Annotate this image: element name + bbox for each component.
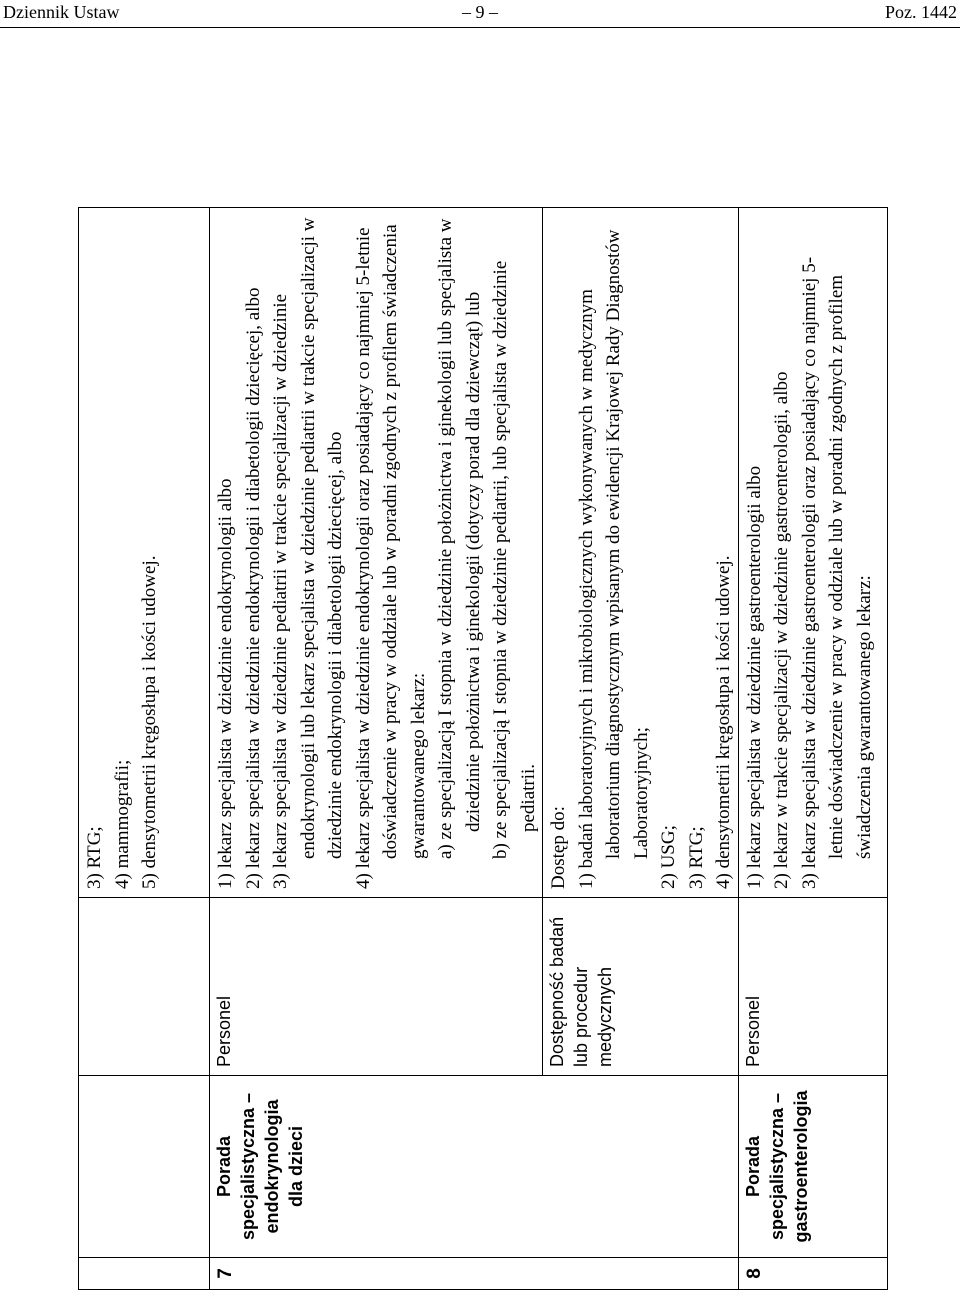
rotated-table-wrapper — [78, 208, 873, 1290]
empty-cell — [79, 1076, 210, 1258]
personnel-requirements — [210, 208, 543, 898]
list-item: 3) lekarz specjalista w dziedzinie pediatrii w trakcie specjalizacji w dziedzinie endokrynologii lub lekarz specjalista w dziedzinie pediatrii w trakcie specjalizacji w dziedzinie endokrynologii i diabetologii dziecięcej, albo — [270, 217, 346, 889]
category-personnel: Personel — [210, 898, 543, 1076]
list-item: 3) RTG; — [84, 826, 105, 889]
empty-cell — [79, 1258, 210, 1290]
table-row-continuation — [79, 208, 210, 1290]
list-item: 3) lekarz specjalista w dziedzinie gastroenterologii oraz posiadający co najmniej 5-letnie doświadczenie w pracy w oddziale lub w poradni zgodnych z profilem świadczenia gwarantowanego lekarz: — [798, 256, 875, 889]
list-item: 1) lekarz specjalista w dziedzinie endokrynologii albo — [215, 478, 236, 889]
list-item: 4) mammografii; — [111, 759, 133, 889]
page-number: – 9 – — [462, 2, 498, 22]
category-personnel: Personel — [738, 898, 887, 1076]
access-requirements — [543, 208, 739, 898]
list-item: 3) RTG; — [685, 826, 707, 889]
page-header — [0, 0, 960, 28]
list-item: 4) densytometrii kręgosłupa i kości udowej. — [713, 555, 734, 889]
continuation-items — [79, 208, 210, 898]
list-item: 2) USG; — [658, 825, 679, 889]
row-number: 8 — [738, 1258, 887, 1290]
position-number: Poz. 1442 — [885, 2, 957, 22]
row-number: 7 — [210, 1258, 739, 1290]
access-intro: Dostęp do: — [548, 806, 569, 889]
sub-list-item: a) ze specjalizacją I stopnia w dziedzinie położnictwa i ginekologii lub specjalista w dziedzinie położnictwa i ginekologii (dotyczy porad dla dziewcząt) lub — [435, 218, 484, 859]
list-item: 1) lekarz specjalista w dziedzinie gastroenterologii albo — [743, 465, 765, 889]
benefits-table — [78, 207, 888, 1290]
sub-list-item: b) ze specjalizacją I stopnia w dziedzinie pediatrii, lub specjalista w dziedzinie pediatrii. — [490, 260, 539, 859]
empty-cell — [79, 898, 210, 1076]
personnel-requirements — [738, 208, 887, 898]
table-row-7-personnel — [210, 208, 543, 1290]
benefit-name: Porada specjalistyczna – gastroenterologia — [738, 1076, 887, 1258]
benefit-name: Porada specjalistyczna – endokrynologia dla dzieci — [210, 1076, 739, 1258]
journal-title: Dziennik Ustaw — [3, 2, 120, 22]
list-item: 1) badań laboratoryjnych i mikrobiologicznych wykonywanych w medycznym laboratorium diagnostycznym wpisanym do ewidencji Krajowej Rady Diagnostów Laboratoryjnych; — [575, 229, 652, 889]
list-item: 2) lekarz w trakcie specjalizacji w dziedzinie gastroenterologii, albo — [771, 371, 792, 889]
category-access: Dostępność badań lub procedur medycznych — [543, 898, 739, 1076]
list-item: 4) lekarz specjalista w dziedzinie endokrynologii oraz posiadający co najmniej 5-letnie doświadczenie w pracy w oddziale lub w poradni zgodnych z profilem świadczenia gwarantowanego lekarz: — [352, 224, 429, 889]
table-row-8-personnel — [738, 208, 887, 1290]
list-item: 5) densytometrii kręgosłupa i kości udowej. — [139, 555, 160, 889]
list-item: 2) lekarz specjalista w dziedzinie endokrynologii i diabetologii dziecięcej, albo — [242, 287, 264, 889]
